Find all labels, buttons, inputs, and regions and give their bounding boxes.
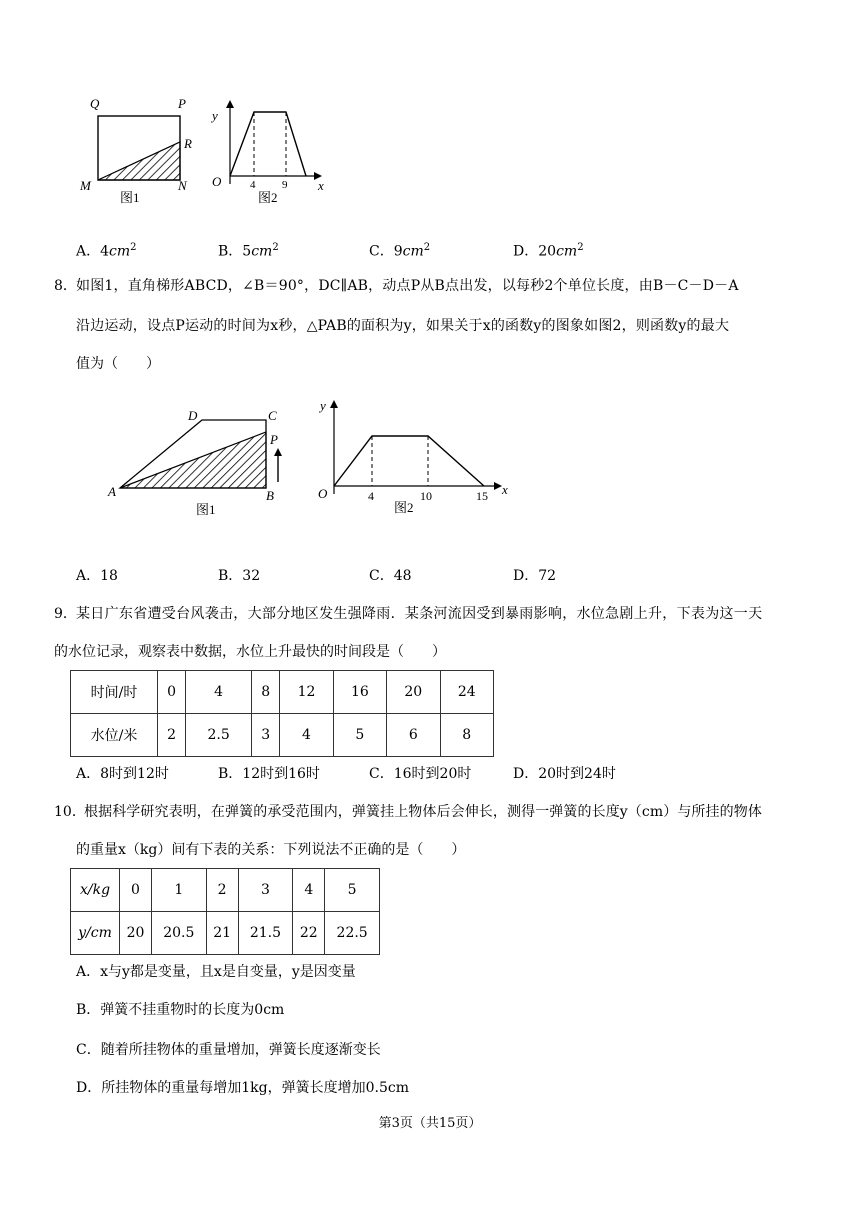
q8-option-d: D．72 <box>513 568 557 584</box>
label-P: P <box>178 96 186 111</box>
q10-x-3: 3 <box>238 869 293 912</box>
y-label: y <box>320 398 326 413</box>
q10-y-1: 20.5 <box>151 912 206 955</box>
q7-figure2 <box>200 90 340 205</box>
shaded-triangle <box>98 142 180 180</box>
page-footer: 第3页（共15页） <box>378 1116 482 1131</box>
q9-header-time: 时间/时 <box>71 671 158 714</box>
q10-x-1: 1 <box>151 869 206 912</box>
caption: 图1 <box>196 502 216 517</box>
motion-arrowhead <box>274 448 282 456</box>
tick-4: 4 <box>368 489 374 503</box>
q10-y-4: 22 <box>293 912 325 955</box>
q9-level-4: 5 <box>333 714 386 757</box>
x-label: x <box>318 178 324 193</box>
label-M: M <box>80 178 91 193</box>
q7-option-c: C．$9cm^2$ <box>369 242 431 260</box>
q9-option-d: D．20时到24时 <box>513 766 616 782</box>
q10-header-x: x/kg <box>71 869 120 912</box>
y-label: y <box>212 108 218 123</box>
label-B: B <box>266 488 274 503</box>
origin-label: O <box>212 174 222 189</box>
q9-number: 9． <box>54 606 77 622</box>
q9-level-0: 2 <box>158 714 186 757</box>
q9-row-level <box>71 714 494 757</box>
tick-4: 4 <box>250 179 256 191</box>
q9-option-a: A．8时到12时 <box>76 766 169 782</box>
q10-option-c: C．随着所挂物体的重量增加，弹簧长度逐渐变长 <box>76 1042 381 1058</box>
q9-level-2: 3 <box>252 714 280 757</box>
q8-option-b: B．32 <box>218 568 261 584</box>
q8-number: 8． <box>54 278 77 294</box>
q10-y-5: 22.5 <box>325 912 380 955</box>
q9-line-1: 某日广东省遭受台风袭击，大部分地区发生强降雨．某条河流因受到暴雨影响，水位急剧上升，下表为这一天 <box>76 606 763 622</box>
q9-level-3: 4 <box>280 714 333 757</box>
q10-x-5: 5 <box>325 869 380 912</box>
label-D: D <box>188 408 198 423</box>
q10-line-1: 根据科学研究表明，在弹簧的承受范围内，弹簧挂上物体后会伸长，测得一弹簧的长度y（cm）与所挂的物体 <box>84 804 762 820</box>
q7-option-b: B．$5cm^2$ <box>218 242 279 260</box>
q9-time-0: 0 <box>158 671 186 714</box>
x-label: x <box>502 482 508 497</box>
q7-option-d: D．$20cm^2$ <box>513 242 584 260</box>
q10-row-x <box>71 869 380 912</box>
y-arrow <box>226 100 234 108</box>
q10-option-a: A．x与y都是变量，且x是自变量，y是因变量 <box>76 964 356 980</box>
q9-time-4: 4 <box>186 671 252 714</box>
label-N: N <box>178 178 187 193</box>
y-arrow <box>330 400 338 408</box>
q9-header-level: 水位/米 <box>71 714 158 757</box>
function-graph <box>334 436 484 486</box>
q7-figure1 <box>76 90 196 205</box>
q9-time-20: 20 <box>387 671 440 714</box>
q10-option-b: B．弹簧不挂重物时的长度为0cm <box>76 1002 285 1018</box>
caption: 图2 <box>258 190 278 205</box>
q9-line-2: 的水位记录，观察表中数据，水位上升最快的时间段是（ ） <box>54 644 446 660</box>
q8-line-3: 值为（ ） <box>76 356 160 372</box>
q9-level-1: 2.5 <box>186 714 252 757</box>
caption: 图1 <box>120 190 140 205</box>
q8-line-1: 如图1，直角梯形ABCD，∠B＝90°，DC∥AB，动点P从B点出发，以每秒2个单位长度，由B－C－D－A <box>76 278 739 294</box>
q10-x-0: 0 <box>120 869 152 912</box>
label-C: C <box>268 408 277 423</box>
q8-option-c: C．48 <box>369 568 412 584</box>
q8-figure2 <box>310 394 520 520</box>
q9-time-8: 8 <box>252 671 280 714</box>
q8-line-2: 沿边运动，设点P运动的时间为x秒，△PAB的面积为y，如果关于x的函数y的图象如图2，则函数y的最大 <box>76 318 730 334</box>
q10-y-2: 21 <box>206 912 238 955</box>
q7-option-a: A．$4cm^2$ <box>76 242 137 260</box>
origin-label: O <box>318 486 328 501</box>
q10-header-y: y/cm <box>71 912 120 955</box>
q10-row-y <box>71 912 380 955</box>
label-R: R <box>184 136 192 151</box>
shaded-triangle <box>120 432 266 488</box>
label-A: A <box>108 484 116 499</box>
tick-10: 10 <box>420 489 432 503</box>
function-graph <box>230 112 306 176</box>
q10-table <box>70 868 380 955</box>
label-P: P <box>270 432 278 447</box>
q10-line-2: 的重量x（kg）间有下表的关系：下列说法不正确的是（ ） <box>76 842 466 858</box>
q9-option-b: B．12时到16时 <box>218 766 320 782</box>
q9-table <box>70 670 494 757</box>
q10-y-3: 21.5 <box>238 912 293 955</box>
q9-level-5: 6 <box>387 714 440 757</box>
tick-9: 9 <box>282 179 288 191</box>
q9-level-6: 8 <box>440 714 494 757</box>
q9-time-24: 24 <box>440 671 494 714</box>
q8-figure1 <box>104 408 294 520</box>
q9-option-c: C．16时到20时 <box>369 766 472 782</box>
q9-time-16: 16 <box>333 671 386 714</box>
q10-x-2: 2 <box>206 869 238 912</box>
q10-option-d: D．所挂物体的重量每增加1kg，弹簧长度增加0.5cm <box>76 1080 409 1096</box>
q10-y-0: 20 <box>120 912 152 955</box>
q9-row-time <box>71 671 494 714</box>
x-arrow <box>494 482 502 490</box>
q8-option-a: A．18 <box>76 568 118 584</box>
caption: 图2 <box>394 500 414 515</box>
q10-x-4: 4 <box>293 869 325 912</box>
q10-number: 10． <box>54 804 86 820</box>
tick-15: 15 <box>476 489 488 503</box>
q9-time-12: 12 <box>280 671 333 714</box>
label-Q: Q <box>90 96 100 111</box>
